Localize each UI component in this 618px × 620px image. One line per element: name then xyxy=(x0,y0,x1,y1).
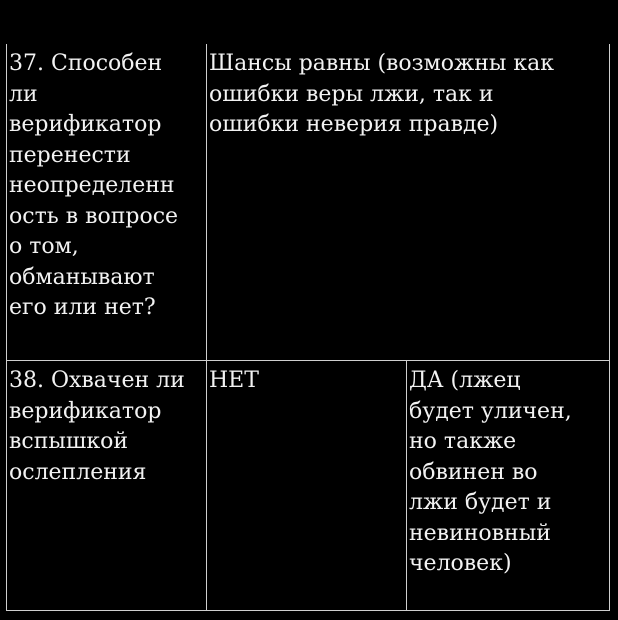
answer-no-cell xyxy=(207,361,407,611)
answer-yes-line: ДА (лжец xyxy=(409,368,521,393)
question-cell xyxy=(7,44,207,361)
question-line: перенести xyxy=(9,142,131,168)
table-row xyxy=(7,361,610,611)
answer-no-line: НЕТ xyxy=(209,368,259,393)
answer-line: Шансы равны (возможны как xyxy=(209,51,555,76)
answer-yes-line: лжи будет и xyxy=(409,490,552,515)
question-line: вспышкой xyxy=(9,429,128,454)
question-line: ость в вопросе xyxy=(9,203,179,229)
question-line: верификатор xyxy=(9,112,162,137)
question-line: 38. Охвачен ли xyxy=(9,368,185,393)
answer-line: ошибки веры лжи, так и xyxy=(209,81,494,107)
question-line: ли xyxy=(9,81,38,107)
question-cell xyxy=(7,361,207,611)
question-line: неопределенн xyxy=(9,173,175,198)
question-line: о том, xyxy=(9,234,79,259)
question-line: верификатор xyxy=(9,398,162,424)
question-line: обманывают xyxy=(9,264,155,290)
answer-yes-cell xyxy=(407,361,610,611)
answer-cell xyxy=(207,44,610,361)
answer-yes-line: но также xyxy=(409,429,517,454)
answer-yes-line: невиновный xyxy=(409,520,551,546)
answer-yes-line: обвинен во xyxy=(409,459,538,485)
answer-yes-line: будет уличен, xyxy=(409,398,572,424)
question-line: ослепления xyxy=(9,459,147,485)
comparison-table xyxy=(6,44,610,611)
question-line: 37. Способен xyxy=(9,51,163,76)
answer-yes-line: человек) xyxy=(409,551,512,576)
question-line: его или нет? xyxy=(9,295,156,320)
answer-line: ошибки неверия правде) xyxy=(209,112,499,137)
table-row xyxy=(7,44,610,361)
